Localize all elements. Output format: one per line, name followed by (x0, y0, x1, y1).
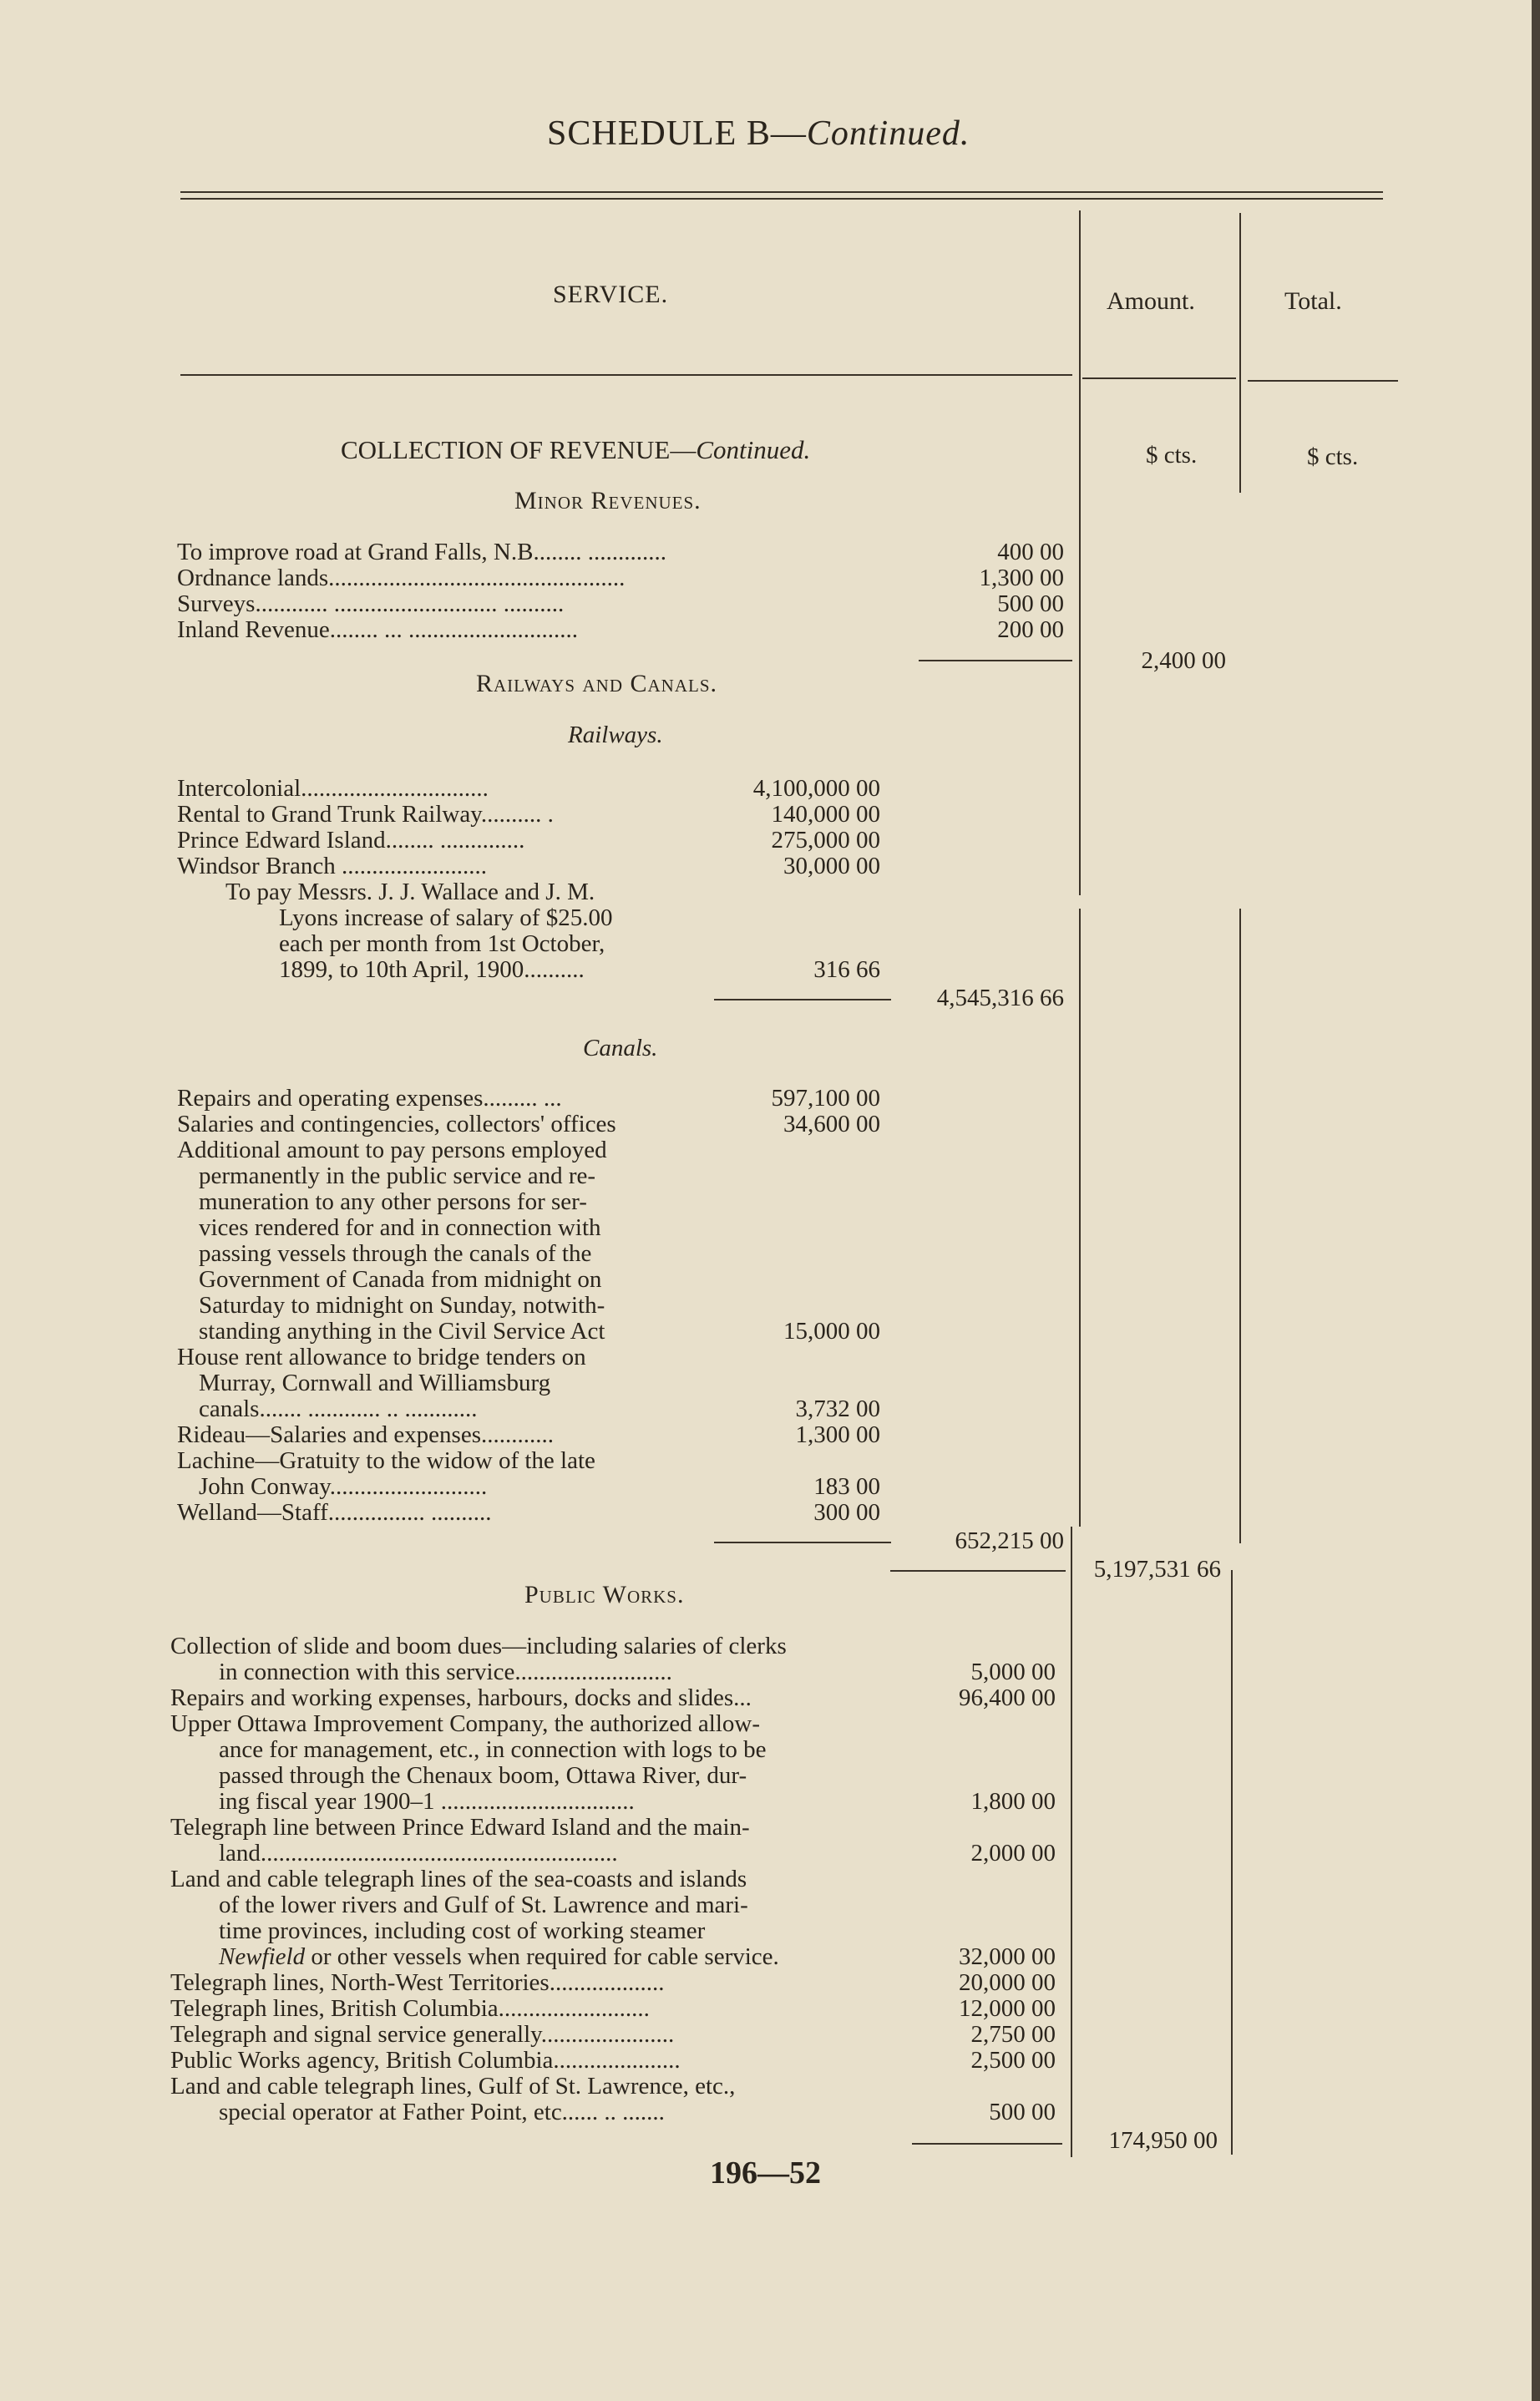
header-underline-total (1248, 380, 1398, 382)
railway-item-value: 275,000 00 (771, 827, 880, 854)
canals-total: 652,215 00 (955, 1527, 1064, 1554)
father-point-line: Land and cable telegraph lines, Gulf of St. Lawrence, etc., (170, 2073, 736, 2100)
railway-item-label: Prince Edward Island........ .............. (177, 828, 525, 854)
additional-line: Saturday to midnight on Sunday, notwith- (199, 1292, 605, 1319)
minor-item-label: Inland Revenue........ ... ............................ (177, 617, 579, 643)
section-heading: COLLECTION OF REVENUE—Continued. (341, 435, 811, 464)
seacoast-line: of the lower rivers and Gulf of St. Lawrence and mari- (219, 1892, 748, 1918)
minor-item-value: 200 00 (997, 616, 1064, 643)
wallace-value: 316 66 (813, 956, 880, 983)
seacoast-line-last: Newfield or other vessels when required for cable service. (219, 1943, 779, 1970)
pei-line: land........................................................... (219, 1841, 618, 1867)
railway-item-label: Intercolonial............................... (177, 776, 489, 802)
railway-item-value: 4,100,000 00 (752, 775, 880, 802)
father-point-value: 500 00 (989, 2099, 1056, 2125)
column-rule-amount-lower (1071, 1527, 1072, 2157)
amount-unit-label: $ cts. (1146, 442, 1198, 469)
total-unit-label: $ cts. (1307, 443, 1359, 470)
railways-canals-sum-rule (890, 1570, 1066, 1572)
ottawa-line: ing fiscal year 1900–1 ................................ (219, 1788, 635, 1815)
seacoast-value: 32,000 00 (959, 1943, 1056, 1970)
wallace-line: 1899, to 10th April, 1900.......... (279, 956, 585, 983)
ottawa-value: 1,800 00 (970, 1788, 1056, 1815)
railways-sum-rule (714, 999, 891, 1000)
column-rule-total-upper (1239, 213, 1241, 493)
house-rent-line: canals....... ............ .. ............ (199, 1396, 478, 1422)
repairs-label: Repairs and working expenses, harbours, docks and slides... (170, 1685, 752, 1711)
public-works-item-value: 2,750 00 (970, 2021, 1056, 2048)
ottawa-line: passed through the Chenaux boom, Ottawa River, dur- (219, 1762, 747, 1789)
seacoast-line: time provinces, including cost of working steamer (219, 1917, 706, 1944)
railway-item-label: Rental to Grand Trunk Railway.......... . (177, 802, 554, 828)
father-point-line: special operator at Father Point, etc...... .. ....... (219, 2099, 665, 2125)
public-works-heading: Public Works. (524, 1581, 685, 1608)
railway-item-value: 140,000 00 (771, 801, 880, 828)
page-number: 196—52 (710, 2155, 821, 2191)
repairs-value: 96,400 00 (959, 1684, 1056, 1711)
schedule-title: SCHEDULE B—Continued. (547, 114, 970, 153)
minor-item-label: Ordnance lands................................................. (177, 565, 626, 591)
public-works-item-label: Telegraph lines, North-West Territories................... (170, 1970, 665, 1996)
railways-total: 4,545,316 66 (936, 985, 1064, 1011)
house-rent-value: 3,732 00 (795, 1396, 880, 1422)
public-works-sum-rule (912, 2143, 1062, 2145)
railways-subheading: Railways. (568, 722, 663, 748)
public-works-item-label: Telegraph and signal service generally...................... (170, 2022, 675, 2048)
additional-line: passing vessels through the canals of the (199, 1240, 592, 1267)
welland-label: Welland—Staff................ .......... (177, 1500, 492, 1526)
railways-canals-heading: Railways and Canals. (476, 670, 718, 697)
public-works-item-value: 20,000 00 (959, 1969, 1056, 1996)
public-works-item-label: Public Works agency, British Columbia..................... (170, 2048, 681, 2074)
additional-line: vices rendered for and in connection with (199, 1214, 601, 1241)
ottawa-line: Upper Ottawa Improvement Company, the authorized allow- (170, 1710, 760, 1737)
railway-item-label: Windsor Branch ........................ (177, 854, 487, 879)
column-header-total: Total. (1284, 287, 1342, 315)
column-rule-amount-mid (1079, 909, 1081, 1527)
canals-sum-rule (714, 1542, 891, 1543)
public-works-item-label: Telegraph lines, British Columbia......................... (170, 1996, 650, 2022)
canal-item-label: Salaries and contingencies, collectors' offices (177, 1112, 616, 1137)
canal-item-value: 597,100 00 (771, 1085, 880, 1112)
additional-line: permanently in the public service and re- (199, 1163, 596, 1189)
minor-revenues-heading: Minor Revenues. (514, 487, 702, 514)
column-header-service: SERVICE. (553, 281, 669, 308)
railway-item-value: 30,000 00 (783, 853, 880, 879)
lachine-line: Lachine—Gratuity to the widow of the late (177, 1447, 595, 1474)
house-rent-line: Murray, Cornwall and Williamsburg (199, 1370, 551, 1396)
public-works-item-value: 12,000 00 (959, 1995, 1056, 2022)
pei-value: 2,000 00 (970, 1840, 1056, 1867)
minor-sum-rule (919, 660, 1072, 661)
ottawa-line: ance for management, etc., in connection with logs to be (219, 1736, 767, 1763)
additional-line: standing anything in the Civil Service Act (199, 1318, 605, 1345)
slide-line: in connection with this service.......................... (219, 1659, 672, 1685)
header-underline-service (180, 374, 1072, 376)
rideau-value: 1,300 00 (795, 1421, 880, 1448)
column-rule-total-lower (1231, 1570, 1233, 2155)
welland-value: 300 00 (813, 1499, 880, 1526)
rideau-label: Rideau—Salaries and expenses............ (177, 1422, 555, 1448)
wallace-line: each per month from 1st October, (279, 930, 605, 957)
public-works-item-value: 2,500 00 (970, 2047, 1056, 2074)
header-rule-top (180, 191, 1383, 193)
minor-item-value: 1,300 00 (979, 565, 1064, 591)
additional-value: 15,000 00 (783, 1318, 880, 1345)
house-rent-line: House rent allowance to bridge tenders on (177, 1344, 586, 1370)
canal-item-label: Repairs and operating expenses......... ... (177, 1086, 562, 1112)
seacoast-line: Land and cable telegraph lines of the sea-coasts and islands (170, 1866, 747, 1892)
lachine-value: 183 00 (813, 1473, 880, 1500)
additional-line: Additional amount to pay persons employed (177, 1137, 607, 1163)
minor-item-value: 500 00 (997, 590, 1064, 617)
minor-item-value: 400 00 (997, 539, 1064, 565)
header-underline-amount (1082, 377, 1236, 379)
page-binding-edge (1532, 0, 1540, 2401)
minor-item-label: Surveys............ ........................... .......... (177, 591, 565, 617)
slide-value: 5,000 00 (970, 1659, 1056, 1685)
column-header-amount: Amount. (1107, 287, 1195, 315)
wallace-line: Lyons increase of salary of $25.00 (279, 904, 613, 931)
lachine-line: John Conway.......................... (199, 1473, 488, 1500)
column-rule-total-mid (1239, 909, 1241, 1543)
pei-line: Telegraph line between Prince Edward Island and the main- (170, 1814, 750, 1841)
additional-line: muneration to any other persons for ser- (199, 1188, 587, 1215)
canal-item-value: 34,600 00 (783, 1111, 880, 1137)
public-works-total: 174,950 00 (1108, 2127, 1218, 2154)
column-rule-amount-upper (1079, 210, 1081, 895)
canals-subheading: Canals. (583, 1035, 658, 1061)
minor-item-label: To improve road at Grand Falls, N.B........ ............. (177, 539, 666, 565)
railways-canals-grand-total: 5,197,531 66 (1093, 1556, 1221, 1583)
slide-line: Collection of slide and boom dues—including salaries of clerks (170, 1633, 787, 1659)
additional-line: Government of Canada from midnight on (199, 1266, 602, 1293)
wallace-line: To pay Messrs. J. J. Wallace and J. M. (225, 879, 595, 905)
minor-total: 2,400 00 (1141, 647, 1226, 674)
header-rule-bottom (180, 198, 1383, 200)
